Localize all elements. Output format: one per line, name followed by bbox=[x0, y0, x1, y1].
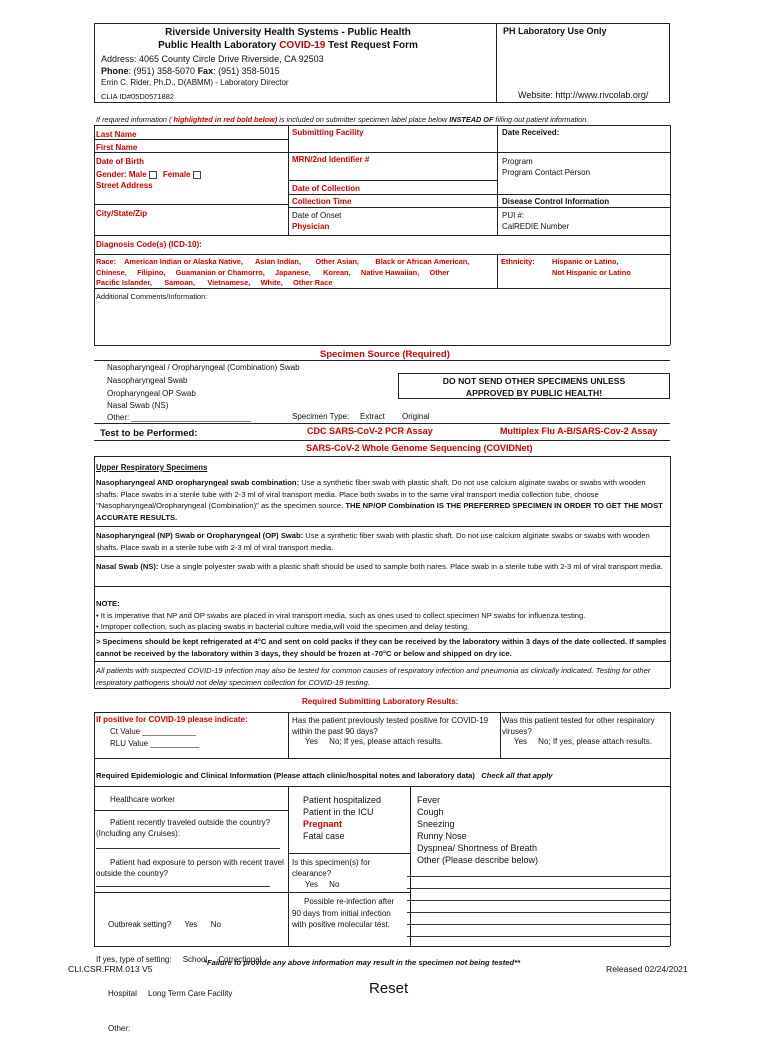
website: Website: http://www.rivcolab.org/ bbox=[518, 90, 649, 100]
symptom-desc-line[interactable] bbox=[407, 924, 671, 925]
specimen-source-title: Specimen Source (Required) bbox=[320, 349, 450, 360]
clearance-question[interactable]: Is this specimen(s) for clearance? bbox=[292, 858, 371, 878]
other-resp-question: Was this patient tested for other respiratory viruses? bbox=[502, 716, 655, 736]
reset-button[interactable]: Reset bbox=[369, 980, 409, 997]
gender-field[interactable]: Gender: Male Female bbox=[96, 170, 201, 179]
symptom-desc-line[interactable] bbox=[407, 936, 671, 937]
np-or-op-instructions: Nasopharyngeal (NP) Swab or Oropharyngeal (OP) Swab: Use a synthetic fiber swab with plastic shaft. Do not use calcium alginate swabs or swabs with wooden shafts. Place swab in a sterile tube with 2-3 ml of viral transport media. bbox=[96, 531, 650, 552]
collection-time-field[interactable]: Collection Time bbox=[292, 197, 352, 206]
results-title: Required Submitting Laboratory Results: bbox=[302, 697, 459, 706]
nasal-swab-instructions: Nasal Swab (NS): Use a single polyester swab with a plastic shaft should be used to sample both nares. Place swab in a sterile tube with 2-3 ml of viral transport media. bbox=[96, 562, 663, 571]
specimen-type-original[interactable]: Original bbox=[402, 412, 430, 421]
specimen-option-combo[interactable]: Nasopharyngeal / Oropharyngeal (Combination) Swab bbox=[107, 363, 300, 372]
specimen-type-label: Specimen Type: bbox=[292, 412, 350, 421]
race-line-2[interactable]: Chinese, Filipino, Guamanian or Chamorro, Japanese, Korean, Native Hawaiian, Other bbox=[96, 268, 450, 277]
race-line-3[interactable]: Pacific Islander, Samoan, Vietnamese, White, Other Race bbox=[96, 278, 333, 287]
hispanic-option[interactable]: Hispanic or Latino, bbox=[552, 257, 619, 266]
test-wgs[interactable]: SARS-CoV-2 Whole Genome Sequencing (COVIDNet) bbox=[306, 443, 533, 453]
female-checkbox[interactable] bbox=[193, 171, 201, 179]
clia-id: CLIA ID#05D0571882 bbox=[101, 92, 174, 101]
last-name-field[interactable]: Last Name bbox=[96, 130, 137, 139]
symptom-desc-line[interactable] bbox=[407, 900, 671, 901]
phone-fax: Phone: (951) 358-5070 Fax: (951) 358-5015 bbox=[101, 66, 280, 76]
org-title: Riverside University Health Systems - Public Health bbox=[165, 27, 411, 38]
specimen-option-np[interactable]: Nasopharyngeal Swab bbox=[107, 376, 188, 385]
outbreak-question[interactable]: Outbreak setting? Yes No If yes, type of setting: School Correctional Hospital Long Term Care Facility Other: bbox=[96, 920, 262, 1033]
diagnosis-codes-field[interactable]: Diagnosis Code(s) (ICD-10): bbox=[96, 240, 202, 249]
not-hispanic-option[interactable]: Not Hispanic or Latino bbox=[552, 268, 631, 277]
instruction-line: If required information ( highlighted in red bold below) is included on submitter specimen label place below INSTEAD OF filling out patient information. bbox=[96, 115, 589, 124]
specimen-type-extract[interactable]: Extract bbox=[360, 412, 385, 421]
failure-warning: *Failure to provide any above information may result in the specimen not being tested** bbox=[204, 958, 521, 967]
reinfection-question[interactable]: Possible re-infection after 90 days from initial infection with positive molecular test. bbox=[292, 897, 395, 929]
collection-date-field[interactable]: Date of Collection bbox=[292, 184, 361, 193]
date-received-label: Date Received: bbox=[502, 128, 560, 137]
clinical-title: Required Epidemiologic and Clinical Information (Please attach clinic/hospital notes and laboratory data) Check all that apply bbox=[96, 771, 553, 780]
tests-label: Test to be Performed: bbox=[100, 428, 198, 439]
physician-field[interactable]: Physician bbox=[292, 222, 330, 231]
calredie-field[interactable]: CalREDIE Number bbox=[502, 222, 570, 231]
street-field[interactable]: Street Address bbox=[96, 181, 153, 190]
test-multiplex-flu[interactable]: Multiplex Flu A-B/SARS-Cov-2 Assay bbox=[500, 426, 658, 436]
city-field[interactable]: City/State/Zip bbox=[96, 209, 148, 218]
exposure-question[interactable]: Patient had exposure to person with recent travel outside the country? bbox=[96, 858, 284, 878]
rlu-value-field[interactable]: RLU Value ___________ bbox=[110, 739, 200, 748]
upper-resp-title: Upper Respiratory Specimens bbox=[96, 463, 208, 472]
symptom-desc-line[interactable] bbox=[407, 876, 671, 877]
disease-control-label: Disease Control Information bbox=[502, 197, 610, 206]
travel-answer-line[interactable] bbox=[96, 848, 280, 849]
symptom-desc-line[interactable] bbox=[407, 912, 671, 913]
pui-field[interactable]: PUI #: bbox=[502, 211, 525, 220]
dob-field[interactable]: Date of Birth bbox=[96, 157, 144, 166]
warning-line-2: APPROVED BY PUBLIC HEALTH! bbox=[465, 388, 603, 398]
healthcare-worker[interactable]: Healthcare worker bbox=[110, 795, 175, 804]
ct-value-field[interactable]: Ct Value ____________ bbox=[110, 727, 196, 736]
address: Address: 4065 County Circle Drive Riverside, CA 92503 bbox=[101, 54, 324, 64]
previous-positive-answer[interactable]: Yes No; If yes, please attach results. bbox=[305, 737, 443, 746]
director: Errin C. Rider, Ph.D., D(ABMM) - Laboratory Director bbox=[101, 78, 289, 87]
lab-use-label: PH Laboratory Use Only bbox=[503, 26, 607, 36]
note-block: NOTE: • It is imperative that NP and OP swabs are placed in viral transport media, such as ones used to collect specimen NP swabs for influenza testing. • Improper collection, such as placing swabs in bacterial culture media,will void the specimen and delay testing. bbox=[96, 599, 586, 631]
additional-comments-field[interactable]: Additional Comments/Information: bbox=[96, 292, 208, 301]
hospital-status[interactable]: Patient hospitalized Patient in the ICU Pregnant Fatal case bbox=[303, 795, 382, 841]
other-pathogens-note: All patients with suspected COVID-19 infection may also be tested for common causes of respiratory infection and pneumonia as clinically indicated. Testing for other respiratory pathogens should not delay specimen collection for COVID-19 testing. bbox=[96, 666, 651, 687]
previous-positive-question: Has the patient previously tested positive for COVID-19 within the past 90 days? bbox=[292, 716, 489, 736]
first-name-field[interactable]: First Name bbox=[96, 143, 138, 152]
male-checkbox[interactable] bbox=[149, 171, 157, 179]
specimen-option-op[interactable]: Oropharyngeal OP Swab bbox=[107, 389, 196, 398]
release-date: Released 02/24/2021 bbox=[606, 964, 688, 974]
program-field[interactable]: Program bbox=[502, 157, 533, 166]
symptoms-list[interactable]: Fever Cough Sneezing Runny Nose Dyspnea/ Shortness of Breath Other (Please describe below) bbox=[417, 795, 539, 865]
travel-question[interactable]: Patient recently traveled outside the country? (Including any Cruises): bbox=[96, 818, 271, 838]
specimen-option-ns[interactable]: Nasal Swab (NS) bbox=[107, 401, 169, 410]
program-contact-field[interactable]: Program Contact Person bbox=[502, 168, 591, 177]
specimen-option-other[interactable]: Other: ___________________________ bbox=[107, 413, 252, 422]
positive-label: If positive for COVID-19 please indicate: bbox=[96, 715, 248, 724]
ethnicity-label: Ethnicity: bbox=[501, 257, 535, 266]
onset-date-field[interactable]: Date of Onset bbox=[292, 211, 342, 220]
np-op-instructions: Nasopharyngeal AND oropharyngeal swab combination: Use a synthetic fiber swab with plastic shaft. Do not use calcium alginate swabs or swabs with wooden shafts. Place swabs in a sterile tube with 2-3 ml of viral transport media. Place both swabs in to the same viral transport media collection tube, choose "Nasopharyngeal/Oropharyngeal (Combination)" as the specimen source. THE NP/OP Combination IS THE PREFERRED SPECIMEN IN ORDER TO GET THE MOST ACCURATE RESULTS. bbox=[96, 478, 663, 522]
symptom-desc-line[interactable] bbox=[407, 888, 671, 889]
warning-line-1: DO NOT SEND OTHER SPECIMENS UNLESS bbox=[442, 376, 626, 386]
clearance-yn[interactable]: Yes No bbox=[305, 880, 340, 889]
refrigeration-note: > Specimens should be kept refrigerated at 4°C and sent on cold packs if they can be received by the laboratory within 3 days of the date collected. If samples cannot be received by the laboratory within 3 days, they should be frozen at -70°C or below and shipped on dry ice. bbox=[96, 637, 667, 658]
test-cdc-pcr[interactable]: CDC SARS-CoV-2 PCR Assay bbox=[307, 426, 433, 436]
form-id: CLI.CSR.FRM.013 V5 bbox=[68, 964, 153, 974]
form-title: Public Health Laboratory COVID-19 Test Request Form bbox=[158, 40, 418, 51]
other-resp-answer[interactable]: Yes No; If yes, please attach results. bbox=[514, 737, 652, 746]
submitting-facility-field[interactable]: Submitting Facility bbox=[292, 128, 364, 137]
race-line-1[interactable]: Race: American Indian or Alaska Native, Asian Indian, Other Asian, Black or African American, bbox=[96, 257, 470, 266]
mrn-field[interactable]: MRN/2nd Identifier # bbox=[292, 155, 370, 164]
exposure-answer-line[interactable] bbox=[96, 886, 270, 887]
